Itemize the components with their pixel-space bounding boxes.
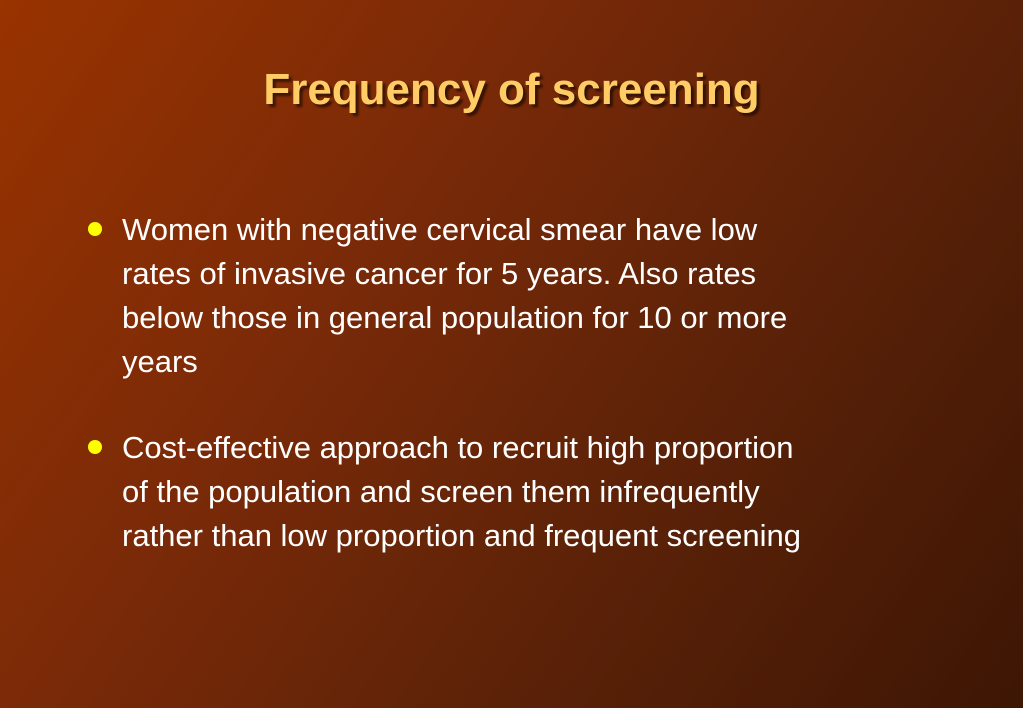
- slide-title: Frequency of screening: [263, 65, 760, 114]
- bullet-item: [88, 426, 928, 558]
- bullet-text: Women with negative cervical smear have low rates of invasive cancer for 5 years. Also rates below those in general population for 10 or more years: [122, 212, 788, 379]
- bullet-dot-icon: [88, 440, 102, 454]
- bullet-item: [88, 208, 928, 384]
- bullet-text: Cost-effective approach to recruit high proportion of the population and screen them infrequently rather than low proportion and frequent screening: [122, 430, 801, 553]
- bullet-dot-icon: [88, 222, 102, 236]
- bullet-list: [88, 208, 928, 600]
